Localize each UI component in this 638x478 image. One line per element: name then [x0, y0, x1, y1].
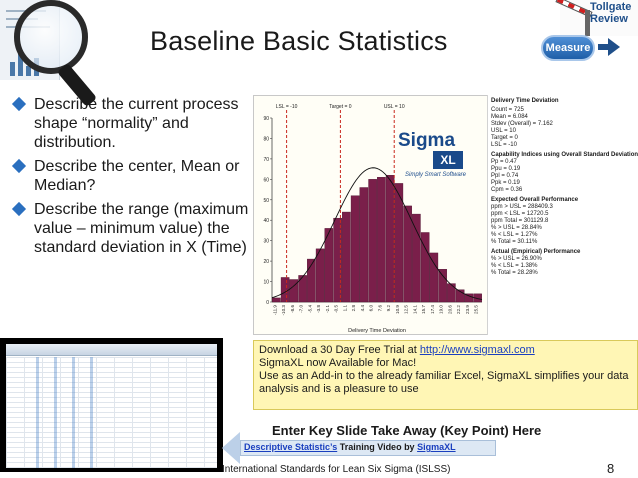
info-line-2: SigmaXL now Available for Mac!: [259, 357, 417, 369]
y-tick-label: 30: [263, 238, 269, 245]
stats-line: Actual (Empirical) Performance: [491, 249, 581, 255]
excel-screenshot-thumbnail: [0, 338, 223, 472]
x-tick-label: -2.1: [324, 305, 330, 313]
x-tick-label: 9.2: [386, 305, 392, 312]
thumbnail-image: [6, 344, 217, 468]
y-tick-label: 0: [266, 300, 269, 306]
key-takeaway: Enter Key Slide Take Away (Key Point) Here: [272, 423, 542, 438]
sigmaxl-website-link[interactable]: http://www.sigmaxl.com: [419, 344, 535, 356]
x-tick-label: 4.4: [359, 305, 365, 312]
histogram-bar: [351, 196, 359, 302]
histogram-bar: [342, 212, 350, 302]
x-tick-label: -8.6: [289, 305, 295, 313]
stats-line: USL = 10: [491, 128, 516, 134]
stats-line: % > USL = 28.84%: [491, 225, 542, 231]
histogram-bar: [439, 269, 447, 302]
bullet-list: [10, 95, 250, 262]
stats-line: Cpm = 0.36: [491, 187, 523, 193]
diamond-bullet-icon: [12, 202, 26, 216]
stats-line: ppm < LSL = 12720.5: [491, 211, 549, 217]
thumbnail-toolbar: [6, 344, 217, 356]
x-tick-label: 25.5: [473, 305, 479, 314]
x-tick-label: -0.5: [333, 305, 339, 313]
x-tick-label: 1.1: [342, 305, 348, 312]
histogram-bar: [430, 253, 438, 302]
stats-line: Count = 725: [491, 107, 524, 113]
histogram-bar: [377, 177, 385, 302]
stats-line: Stdev (Overall) = 7.162: [491, 121, 553, 127]
stats-panel: [487, 95, 638, 335]
stats-line: Target = 0: [491, 135, 518, 141]
info-box: [253, 340, 638, 410]
bullet-text: Describe the center, Mean or Median?: [34, 158, 240, 194]
stats-line: ppm Total = 301129.8: [491, 218, 549, 224]
histogram-bar: [316, 249, 324, 302]
stats-line: % > USL = 26.90%: [491, 256, 542, 262]
y-tick-label: 80: [263, 136, 269, 143]
x-tick-label: 12.5: [403, 305, 409, 314]
callout-text: [244, 442, 456, 452]
histogram-bar: [395, 183, 403, 302]
stats-line: % < LSL = 1.38%: [491, 263, 538, 269]
sigmaxl-tagline: Simply Smart Software: [405, 172, 467, 178]
x-axis-label: Delivery Time Deviation: [348, 328, 406, 334]
magnifier-chart-graphic: [0, 0, 110, 110]
reference-line-label: Target = 0: [329, 104, 352, 110]
x-tick-label: 14.1: [412, 305, 418, 314]
thumbnail-column: [90, 357, 93, 468]
stats-line: Pp = 0.47: [491, 159, 517, 165]
x-tick-label: -5.4: [307, 305, 313, 313]
stats-line: % < LSL = 1.27%: [491, 232, 538, 238]
y-tick-label: 90: [263, 116, 269, 122]
page-number: 8: [607, 461, 615, 476]
stats-line: % Total = 28.28%: [491, 270, 538, 276]
measure-badge: Measure: [541, 35, 595, 61]
thumbnail-column: [54, 357, 57, 468]
x-tick-label: 19.0: [438, 305, 444, 314]
stats-line: Ppk = 0.19: [491, 180, 520, 186]
histogram-bar: [412, 214, 420, 302]
sigmaxl-logo-xl: XL: [433, 151, 463, 169]
x-tick-label: 20.6: [447, 305, 453, 314]
histogram-bar: [447, 284, 455, 302]
descriptive-statistics-video-link[interactable]: Descriptive Statistic’s: [244, 442, 338, 452]
stats-line: Ppu = 0.19: [491, 166, 521, 172]
thumbnail-column: [72, 357, 75, 468]
x-tick-label: 10.9: [394, 305, 400, 314]
stats-lines: [491, 107, 638, 277]
histogram-bar: [360, 188, 368, 302]
y-tick-label: 60: [263, 177, 269, 184]
reference-line-label: LSL = -10: [275, 104, 298, 110]
histogram-bar: [281, 277, 289, 302]
arrow-right-icon: [608, 38, 620, 56]
bullet-item: [10, 157, 250, 195]
histogram-bar: [369, 179, 377, 302]
y-tick-label: 70: [263, 156, 269, 163]
histogram-bar: [404, 206, 412, 302]
bullet-text: Describe the current process shape “normality” and distribution.: [34, 96, 239, 151]
x-tick-label: 2.8: [351, 305, 357, 312]
stats-line: Mean = 6.084: [491, 114, 528, 120]
x-tick-label: -7.0: [298, 305, 304, 313]
x-tick-label: 22.2: [456, 305, 462, 314]
x-tick-label: -3.8: [316, 305, 322, 313]
tollgate-review-label: Tollgate Review: [590, 1, 632, 25]
reference-line-label: USL = 10: [383, 104, 405, 110]
thumbnail-column: [36, 357, 39, 468]
y-tick-label: 40: [263, 218, 269, 225]
callout-middle-text: Training Video by: [337, 442, 418, 452]
y-tick-label: 50: [263, 197, 269, 204]
x-tick-label: -10.3: [281, 305, 287, 316]
x-tick-label: 15.7: [421, 305, 427, 314]
diamond-bullet-icon: [12, 97, 26, 111]
slide-title: Baseline Basic Statistics: [150, 26, 448, 56]
info-line-1: [259, 344, 632, 357]
info-line-3: Use as an Add-in to the already familiar Excel, SigmaXL simplifies your data analysis and is a pleasure to use: [259, 370, 629, 395]
bullet-text: Describe the range (maximum value – minimum value) the standard deviation in X (Time): [34, 201, 249, 256]
histogram-bar: [272, 298, 280, 302]
histogram-bar: [386, 175, 394, 302]
x-tick-label: 17.4: [429, 305, 435, 314]
sigmaxl-logo-text: Sigma: [398, 130, 456, 151]
stats-line: Expected Overall Performance: [491, 197, 579, 203]
callout-arrow-left-icon: [222, 432, 240, 464]
mini-bar: [10, 62, 15, 76]
stats-line: LSL = -10: [491, 142, 517, 148]
histogram-bar: [325, 228, 333, 302]
x-tick-label: 23.9: [464, 305, 470, 314]
sigmaxl-link[interactable]: SigmaXL: [417, 442, 456, 452]
bullet-item: [10, 200, 250, 257]
magnifier-icon: [14, 0, 88, 74]
stats-heading: Delivery Time Deviation: [491, 98, 559, 104]
stats-line: Capability Indices using Overall Standard Deviation: [491, 152, 638, 158]
info-line-1-prefix: Download a 30 Day Free Trial at: [259, 344, 420, 356]
y-tick-label: 10: [263, 279, 269, 286]
x-tick-label: -11.9: [272, 305, 278, 316]
diamond-bullet-icon: [12, 159, 26, 173]
stats-line: Ppl = 0.74: [491, 173, 519, 179]
stats-line: % Total = 30.11%: [491, 239, 538, 245]
bullet-item: [10, 95, 250, 152]
stats-line: ppm > USL = 288409.3: [491, 204, 553, 210]
x-tick-label: 6.0: [368, 305, 374, 312]
footer-text: International Standards for Lean Six Sigma (ISLSS): [222, 464, 451, 475]
x-tick-label: 7.6: [377, 305, 383, 312]
y-tick-label: 20: [263, 259, 269, 266]
